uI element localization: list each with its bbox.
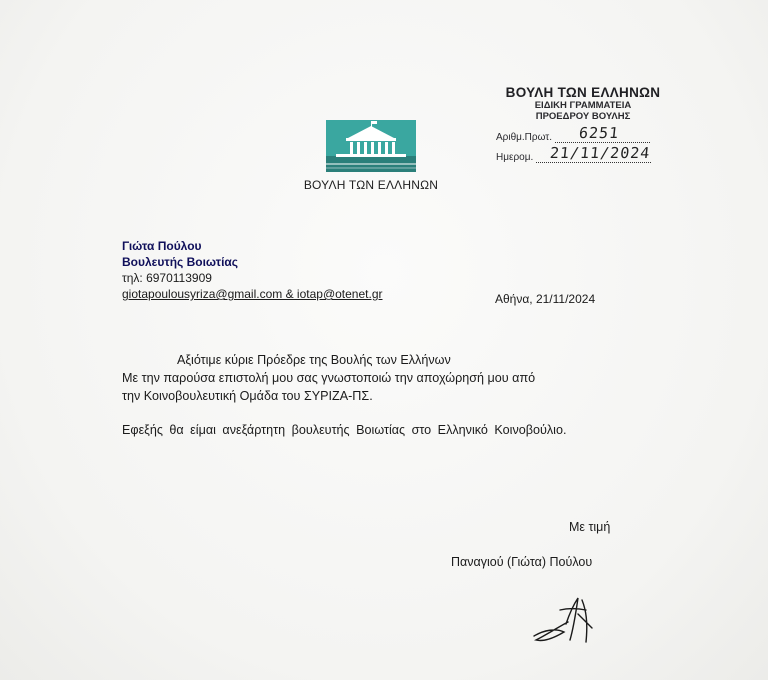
sender-role: Βουλευτής Βοιωτίας — [122, 255, 239, 269]
paragraph2: Εφεξής θα είμαι ανεξάρτητη βουλευτής Βοιωτίας στο Ελληνικό Κοινοβούλιο. — [122, 423, 567, 437]
sender-name: Γιώτα Πούλου — [122, 239, 202, 253]
logo-caption: ΒΟΥΛΗ ΤΩΝ ΕΛΛΗΝΩΝ — [303, 178, 439, 192]
greeting: Αξιότιμε κύριε Πρόεδρε της Βουλής των Ελλήνων — [177, 353, 451, 367]
stamp-line2: ΠΡΟΕΔΡΟΥ ΒΟΥΛΗΣ — [535, 111, 631, 122]
stamp-line1: ΕΙΔΙΚΗ ΓΡΑΜΜΑΤΕΙΑ — [534, 100, 632, 111]
parliament-building-icon — [326, 120, 416, 172]
signatory-name: Παναγιού (Γιώτα) Πούλου — [451, 555, 593, 569]
handwritten-signature — [530, 590, 600, 650]
letter-date: Αθήνα, 21/11/2024 — [495, 292, 596, 306]
paragraph1-line2: την Κοινοβουλευτική Ομάδα του ΣΥΡΙΖΑ-ΠΣ. — [122, 389, 373, 403]
paragraph1-line1: Με την παρούσα επιστολή μου σας γνωστοποιώ την αποχώρησή μου από — [122, 371, 536, 385]
stamp-date-value: 21/11/2024 — [549, 144, 652, 162]
stamp-date-dots — [536, 144, 652, 163]
letter-body — [122, 351, 632, 439]
stamp-protocol-label: Αριθμ.Πρωτ. — [496, 132, 552, 143]
stamp-protocol-value: 6251 — [577, 124, 620, 142]
sender-phone: τηλ: 6970113909 — [122, 271, 212, 285]
protocol-stamp — [488, 85, 678, 163]
stamp-date-row — [496, 144, 652, 163]
stamp-title: ΒΟΥΛΗ ΤΩΝ ΕΛΛΗΝΩΝ — [505, 85, 661, 100]
stamp-protocol-row — [496, 124, 650, 143]
sender-email[interactable]: giotapoulousyriza@gmail.com & iotap@otenet.gr — [122, 287, 383, 301]
parliament-logo — [296, 120, 446, 192]
closing: Με τιμή — [569, 520, 611, 534]
stamp-date-label: Ημερομ. — [496, 152, 534, 163]
stamp-protocol-dots — [555, 124, 650, 143]
sender-block — [122, 238, 383, 302]
